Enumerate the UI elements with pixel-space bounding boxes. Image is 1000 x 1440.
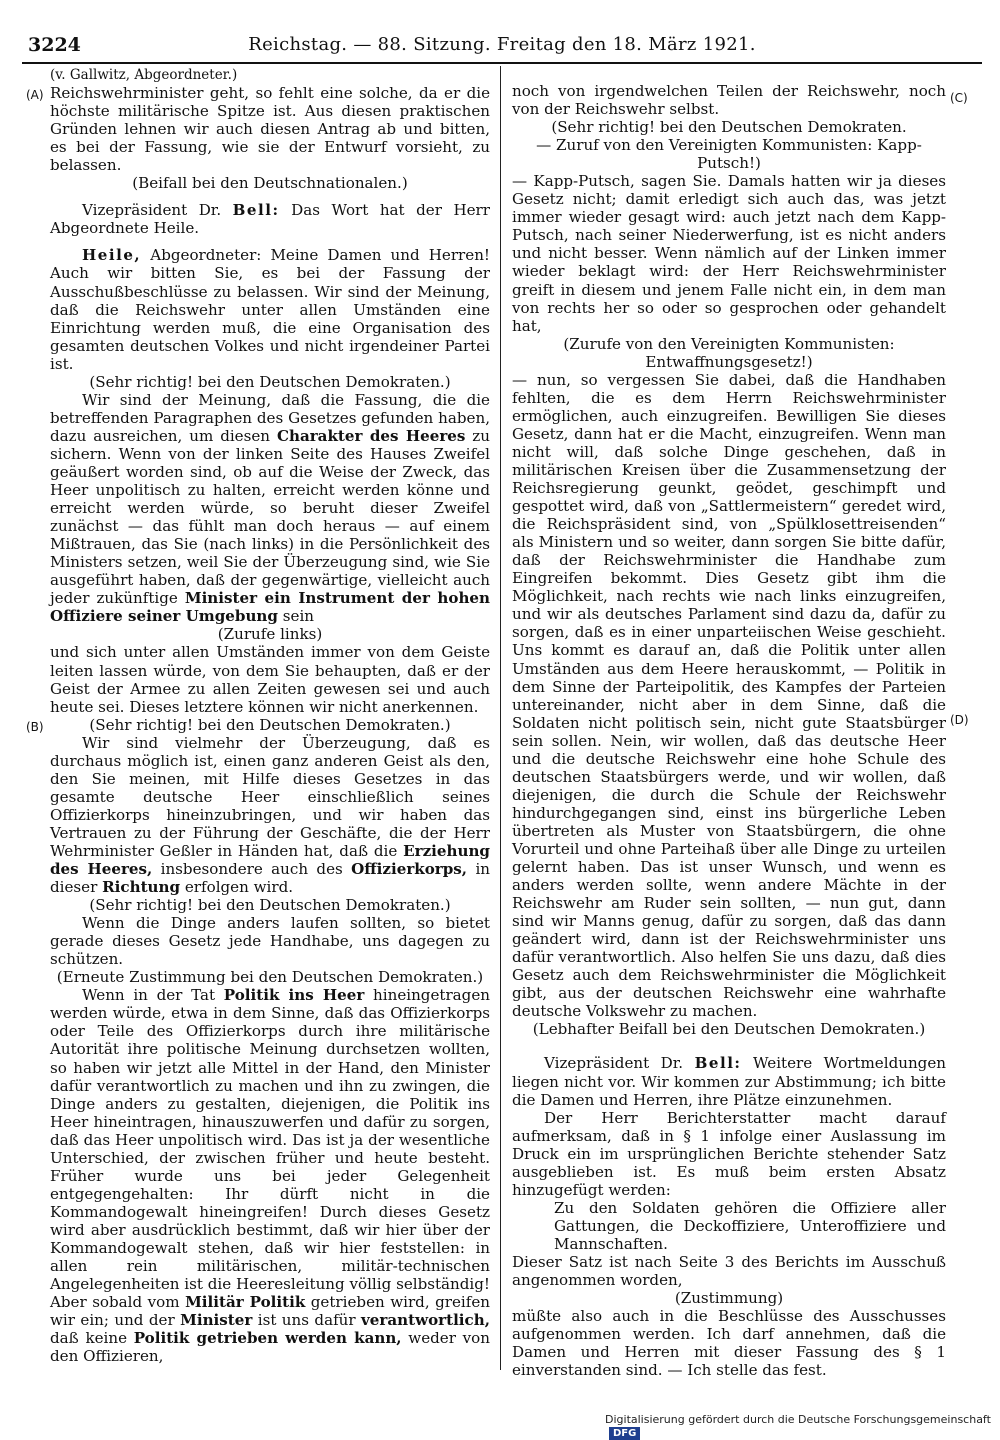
speech-text: Wir sind der Meinung, daß die Fassung, die die betreffenden Paragraphen des Gesetzes gefunden haben, dazu ausreichen, um diesen [50, 390, 490, 445]
speech-text: erfolgen wird. [184, 878, 294, 897]
emphasis: Politik ins Heer [223, 986, 365, 1005]
interjection: (Sehr richtig! bei den Deutschen Demokraten.) [89, 715, 451, 734]
speaker-name: Heile, [82, 246, 142, 265]
interjection: (Lebhafter Beifall bei den Deutschen Demokraten.) [532, 1020, 926, 1039]
paragraph [50, 201, 490, 237]
paragraph: — nun, so vergessen Sie dabei, daß die Handhaben fehlten, die es dem Herrn Reichswehrminister ermöglichen, auch einzugreifen. Bewilligen Sie dieses Gesetz, dann hat er die Macht, einzugreifen. Wenn man nicht will, daß solche Dinge geschehen, daß in militärischen Kreisen über die Zusammensetzung der Reichsregierung geunkt, geödet, geschimpft und gespottet wird, daß von „Sattlermeistern“ geredet wird, die Reichspräsident sind, von „Spülklosettreisenden“ als Ministern und so weiter, dann sorgen Sie bitte dafür, daß der Reichswehrminister die Handhabe zum Eingreifen bekommt. Dies Gesetz gibt ihm die Möglichkeit, nach rechts wie nach links einzugreifen, und wir als deutsches Parlament sind dazu da, dafür zu sorgen, daß es in einer unparteiischen Weise geschieht. Uns kommt es darauf an, daß die Politik unter allen Umständen aus dem Heere herauskommt, — Politik in dem Sinne der Parteipolitik, des Kampfes der Parteien untereinander, nicht aber in dem Sinne, daß die Soldaten nicht politisch sein, nicht gute Staatsbürger sein sollen. Nein, wir wollen, daß das deutsche Heer und die deutsche Reichswehr eine hohe Schule des deutschen Staatsbürgers werde, und wir wollen, daß diejenigen, die durch die Schule der Reichswehr hindurchgegangen sind, einst ins bürgerliche Leben übertreten als Muster von Staatsbürgern, die ohne Vorurteil und ohne Parteihaß über alle Dinge zu urteilen gelernt haben. Das ist unser Wunsch, und wenn es anders werden sollte, wenn andere Mächte in der Reichswehr am Ruder sein sollten, — nun gut, dann sind wir Manns genug, dafür zu sorgen, daß das dann geändert wird, dann ist der Reichswehrminister uns dafür verantwortlich. Also helfen Sie uns dazu, daß dies Gesetz auch dem Reichswehrminister die Möglichkeit gibt, aus der deutschen Reichswehr eine wahrhafte deutsche Volkswehr zu machen. [512, 370, 946, 1021]
speaker-role: Vizepräsident Dr. [544, 1054, 684, 1073]
emphasis: Erziehung des Heeres, [50, 841, 490, 879]
speech-text: in dieser [50, 860, 490, 897]
speaker-role: Vizepräsident Dr. [82, 201, 222, 220]
interjection: (Erneute Zustimmung bei den Deutschen Demokraten.) [56, 968, 484, 987]
interjection: (Zurufe links) [217, 625, 323, 644]
page-number: 3224 [28, 34, 81, 56]
interjection: (Zurufe von den Vereinigten Kommunisten: Entwaffnungsgesetz!) [563, 334, 895, 371]
footer-credit [605, 1413, 1000, 1440]
paragraph: Reichswehrminister geht, so fehlt eine solche, da er die höchste militärische Spitze ist. Aus diesen praktischen Gründen lehnen wir auch diesen Antrag ab und bitten, es bei der Fassung, wie sie der Entwurf vorsieht, zu belassen. [50, 84, 490, 175]
margin-mark-a: (A) [26, 88, 44, 102]
emphasis: Politik getrieben werden kann, [133, 1329, 402, 1348]
speech-text: getrieben wird, greifen wir ein; und der [50, 1293, 490, 1330]
paragraph [50, 246, 490, 372]
speech-text: hineingetragen werden würde, etwa in dem Sinne, daß das Offizierkorps oder Teile des Offizierkorps durch ihre militärische Autorität ihre politische Meinung durchsetzen wollten, so haben wir jetzt alle Mittel in der Hand, den Minister dafür verantwortlich zu machen und ihn zu zwingen, die Dinge anders zu gestalten, diejenigen, die Politik ins Heer hineintragen, hinauszuwerfen und dafür zu sorgen, daß das Heer unpolitisch wird. Das ist ja der wesentliche Unterschied, der zwischen früher und heute besteht. Früher wurde uns bei jeder Gelegenheit entgegengehalten: Ihr dürft nicht in die Kommandogewalt hineingreifen! Durch dieses Gesetz wird aber ausdrücklich bestimmt, daß wir hier über der Kommandogewalt stehen, daß wir hier feststellen: in allen rein militärischen, militär-technischen Angelegenheiten ist die Heeresleitung völlig selbständig! Aber sobald vom [50, 986, 490, 1312]
paragraph [50, 986, 490, 1365]
paragraph: noch von irgendwelchen Teilen der Reichswehr, noch von der Reichswehr selbst. [512, 82, 946, 119]
speech-text: Weitere Wortmeldungen liegen nicht vor. Wir kommen zur Abstimmung; ich bitte die Damen und Herren, ihre Plätze einzunehmen. [512, 1054, 946, 1109]
speech-text: sein [282, 607, 315, 626]
running-title: Reichstag. — 88. Sitzung. Freitag den 18. März 1921. [248, 34, 756, 55]
emphasis: Offizierkorps, [351, 860, 468, 879]
margin-mark-b: (B) [26, 720, 44, 734]
speaker-name: Bell: [232, 201, 280, 220]
speaker-name: Bell: [694, 1054, 742, 1073]
paragraph: Dieser Satz ist nach Seite 3 des Berichts im Ausschuß angenommen worden, [512, 1253, 946, 1290]
emphasis: Minister ein Instrument der hohen Offiziere seiner Umgebung [50, 589, 490, 626]
dfg-logo: DFG [609, 1427, 640, 1440]
paragraph: — Kapp-Putsch, sagen Sie. Damals hatten wir ja dieses Gesetz nicht; damit erledigt sich auch das, was jetzt immer wieder gesagt wird: auch jetzt nach dem Kapp-Putsch, nach seiner Niederwerfung, ist es nicht anders und nicht besser. Wenn nämlich auf der Linken immer wieder beklagt wird: der Herr Reichswehrminister greift in diesem und jenem Falle nicht ein, in dem man von rechts her so oder so gesprochen oder gehandelt hat, [512, 172, 946, 335]
speech-text: Wenn in der Tat [82, 986, 216, 1005]
margin-mark-c: (C) [950, 91, 968, 105]
quoted-text: Zu den Soldaten gehören die Offiziere aller Gattungen, die Deckoffiziere, Unteroffiziere und Mannschaften. [554, 1198, 946, 1253]
interjection: (Beifall bei den Deutschnationalen.) [132, 174, 408, 193]
emphasis: Minister [180, 1311, 253, 1330]
page-header [22, 34, 982, 64]
speaker-context: (v. Gallwitz, Abgeordneter.) [50, 67, 238, 83]
speech-text: zu sichern. Wenn von der linken Seite des Hauses Zweifel geäußert worden sind, ob auf die Weise der Zweck, das Heer unpolitisch zu halten, erreicht werden könne und erreicht werden würde, so beruht dieser Zweifel zunächst — das fühlt man doch heraus — auf einem Mißtrauen, das Sie (nach links) in die Persönlichkeit des Ministers setzen, weil Sie der Überzeugung sind, wie Sie ausgeführt haben, daß der gegenwärtige, vielleicht auch jeder zukünftige [50, 426, 490, 608]
paragraph: Wenn die Dinge anders laufen sollten, so bietet gerade dieses Gesetz jede Handhabe, uns dagegen zu schützen. [50, 914, 490, 969]
speech-text: daß keine [50, 1329, 128, 1348]
margin-mark-d: (D) [950, 713, 969, 727]
paragraph: und sich unter allen Umständen immer von dem Geiste leiten lassen würde, von dem Sie behaupten, daß er der Geist der Armee zu allen Zeiten gewesen sei und auch heute sei. Dieses letztere können wir nicht anerkennen. [50, 643, 490, 716]
interjection: (Zustimmung) [674, 1289, 784, 1308]
footer-text: Digitalisierung gefördert durch die Deutsche Forschungsgemeinschaft [605, 1413, 991, 1426]
emphasis: Militär Politik [185, 1293, 306, 1312]
paragraph: müßte also auch in die Beschlüsse des Ausschusses aufgenommen werden. Ich darf annehmen, daß die Damen und Herren mit dieser Fassung des § 1 einverstanden sind. — Ich stelle das fest. [512, 1307, 946, 1380]
speech-text: Abgeordneter: Meine Damen und Herren! Auch wir bitten Sie, es bei der Fassung der Ausschußbeschlüsse zu belassen. Wir sind der Meinung, daß die Reichswehr unter allen Umständen eine Einrichtung werden muß, die eine Organisation des gesamten deutschen Volkes und nicht irgendeiner Partei ist. [50, 246, 490, 373]
paragraph [50, 734, 490, 896]
interjection: (Sehr richtig! bei den Deutschen Demokraten. [551, 118, 907, 137]
paragraph [50, 391, 490, 626]
emphasis: Charakter des Heeres [276, 426, 466, 445]
speech-text: ist uns dafür [257, 1311, 356, 1330]
speech-text: insbesondere auch des [160, 860, 343, 879]
right-column [512, 66, 946, 1379]
emphasis: Richtung [102, 878, 181, 897]
speech-text: Wir sind vielmehr der Überzeugung, daß es durchaus möglich ist, einen ganz anderen Geist als den, den Sie meinen, mit Hilfe dieses Gesetzes in das gesamte deutsche Heer einschließlich seines Offizierkorps hineinzubringen, und wir haben das Vertrauen zu der Führung der Geschäfte, die der Herr Wehrminister Geßler in Händen hat, daß die [50, 733, 490, 860]
emphasis: verantwortlich, [361, 1311, 490, 1330]
column-divider [500, 66, 501, 1370]
interjection: (Sehr richtig! bei den Deutschen Demokraten.) [89, 372, 451, 391]
interjection: (Sehr richtig! bei den Deutschen Demokraten.) [89, 896, 451, 915]
speech-text: Das Wort hat der Herr Abgeordnete Heile. [50, 201, 490, 238]
left-column [50, 66, 490, 1365]
paragraph [512, 1054, 946, 1108]
interjection: — Zuruf von den Vereinigten Kommunisten: Kapp-Putsch!) [536, 136, 922, 173]
paragraph: Der Herr Berichterstatter macht darauf aufmerksam, daß in § 1 infolge einer Auslassung im Druck ein im ursprünglichen Berichte stehender Satz ausgeblieben ist. Es muß beim ersten Absatz hinzugefügt werden: [512, 1108, 946, 1199]
speech-text: weder von den Offizieren, [50, 1329, 490, 1366]
